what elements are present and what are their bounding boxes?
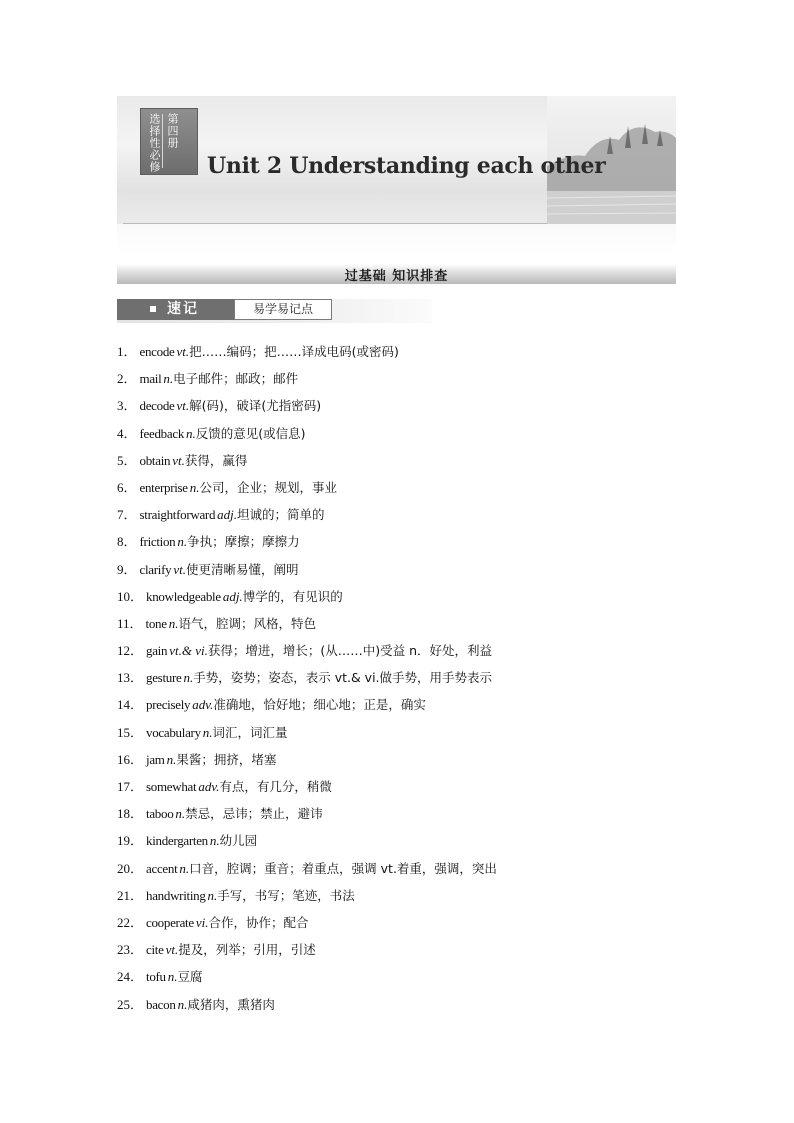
vocab-item (117, 800, 677, 827)
vocab-number: 23． (117, 942, 144, 958)
vocab-item (117, 338, 677, 365)
vocab-meaning: 提及，列举；引用，引述 (178, 942, 316, 958)
vocab-word: mail (139, 371, 162, 387)
vocab-item (117, 420, 677, 447)
vocab-item (117, 447, 677, 474)
vocab-word: straightforward (139, 507, 216, 523)
vocab-meaning: 坦诚的；简单的 (237, 507, 325, 523)
vocab-part-of-speech: n. (186, 425, 196, 441)
vocab-meaning: 争执；摩擦；摩擦力 (187, 534, 300, 550)
vocab-meaning: 解(码)，破译(尤指密码) (189, 398, 322, 414)
vocab-word: friction (139, 534, 176, 550)
vocab-number: 18． (117, 806, 144, 822)
vocab-word: handwriting (146, 887, 206, 903)
vocab-part-of-speech: vt. (176, 344, 190, 359)
vocab-meaning: 获得；增进，增长；(从……中)受益 n．好处，利益 (207, 643, 492, 659)
vocab-number: 25． (117, 996, 144, 1012)
vocab-number: 15． (117, 724, 144, 740)
vocab-part-of-speech: n. (189, 479, 200, 495)
vocab-number: 14． (117, 697, 144, 713)
vocab-number: 9． (117, 561, 137, 577)
vocab-part-of-speech: n. (168, 615, 179, 631)
vocab-item (117, 637, 677, 664)
vocab-word: somewhat (146, 779, 197, 794)
vocab-number: 8． (117, 534, 137, 550)
vocab-number: 10． (117, 588, 144, 604)
vocab-number: 1． (117, 344, 137, 359)
vocab-part-of-speech: vt. (176, 398, 190, 414)
vocab-part-of-speech: n. (167, 969, 178, 985)
vocab-part-of-speech: vt. (172, 452, 185, 468)
tag-right-text: 第四册 (166, 113, 179, 149)
vocab-word: knowledgeable (146, 588, 221, 604)
vocab-item (117, 963, 677, 990)
vocab-part-of-speech: vt.& vi. (169, 643, 208, 659)
vocab-part-of-speech: vt. (173, 561, 186, 577)
vocab-word: decode (139, 398, 175, 414)
vocab-meaning: 博学的，有见识的 (242, 588, 343, 604)
vocab-part-of-speech: n. (177, 534, 188, 550)
quick-note-bar (117, 299, 432, 323)
vocab-meaning: 准确地，恰好地；细心地；正是，确实 (213, 697, 426, 713)
vocab-part-of-speech: n. (163, 371, 174, 387)
vocab-number: 3． (117, 398, 137, 414)
vocab-part-of-speech: adj. (217, 507, 238, 523)
vocab-word: accent (146, 860, 178, 876)
vocab-number: 17． (117, 779, 144, 794)
vocab-item (117, 936, 677, 963)
vocab-word: encode (139, 344, 175, 359)
vocab-item (117, 746, 677, 773)
vocab-number: 22． (117, 914, 144, 930)
vocab-item (117, 501, 677, 528)
vocab-item (117, 991, 677, 1018)
vocab-part-of-speech: adv. (192, 697, 214, 713)
vocab-number: 4． (117, 425, 137, 441)
vocab-word: taboo (146, 806, 174, 822)
vocab-item (117, 691, 677, 718)
quick-note-subtitle: 易学易记点 (234, 299, 332, 320)
vocab-meaning: 语气，腔调；风格，特色 (178, 615, 316, 631)
vocab-meaning: 公司，企业；规划，事业 (199, 479, 338, 495)
vocab-meaning: 把……编码；把……译成电码(或密码) (189, 344, 399, 359)
vocab-word: kindergarten (146, 833, 208, 849)
vocab-word: gain (146, 643, 168, 659)
vocab-number: 5． (117, 452, 137, 468)
section-header-bar (117, 264, 676, 284)
vocab-word: vocabulary (146, 724, 201, 740)
vocab-meaning: 反馈的意见(或信息) (195, 425, 306, 441)
vocab-part-of-speech: adv. (198, 779, 220, 794)
vocab-word: cite (146, 942, 164, 958)
vocab-meaning: 词汇，词汇量 (212, 724, 288, 740)
vocab-item (117, 719, 677, 746)
vocab-item (117, 610, 677, 637)
vocab-meaning: 手写，书写；笔迹，书法 (217, 887, 355, 903)
vocab-meaning: 合作，协作；配合 (208, 914, 309, 930)
vocab-number: 21． (117, 887, 144, 903)
vocab-part-of-speech: vt. (165, 942, 179, 958)
vocab-item (117, 365, 677, 392)
vocab-item (117, 392, 677, 419)
section-title: 过基础 知识排查 (344, 269, 449, 284)
vocab-part-of-speech: n. (183, 670, 194, 686)
vocab-word: cooperate (146, 914, 194, 930)
vocabulary-list (117, 338, 677, 1018)
vocab-word: jam (146, 751, 165, 767)
vocab-item (117, 773, 677, 800)
square-bullet-icon (150, 306, 156, 312)
tag-left-text: 选择性必修 (148, 113, 161, 173)
vocab-number: 6． (117, 479, 137, 495)
vocab-part-of-speech: n. (175, 806, 186, 822)
vocab-number: 11． (117, 615, 143, 631)
vocab-part-of-speech: n. (209, 833, 220, 849)
vocab-number: 20． (117, 860, 144, 876)
quick-note-label-text: 速记 (167, 301, 199, 317)
vocab-part-of-speech: vi. (195, 914, 209, 930)
vocab-meaning: 使更清晰易懂，阐明 (185, 561, 299, 577)
banner-bottom-band (117, 224, 676, 254)
vocab-word: gesture (146, 670, 182, 686)
vocab-item (117, 528, 677, 555)
vocab-meaning: 有点，有几分，稍微 (219, 779, 332, 794)
vocab-number: 12． (117, 643, 144, 659)
vocab-word: tone (145, 615, 167, 631)
vocab-part-of-speech: adj. (222, 588, 243, 604)
vocab-meaning: 豆腐 (177, 969, 203, 985)
vocab-word: precisely (146, 697, 191, 713)
vocab-part-of-speech: n. (179, 860, 190, 876)
vocab-number: 24． (117, 969, 144, 985)
vocab-word: tofu (146, 969, 166, 985)
vocab-part-of-speech: n. (166, 751, 177, 767)
vocab-item (117, 664, 677, 691)
vocab-meaning: 幼儿园 (219, 833, 258, 849)
vocab-item (117, 855, 677, 882)
vocab-meaning: 咸猪肉，熏猪肉 (187, 996, 275, 1012)
vocab-part-of-speech: n. (202, 724, 213, 740)
vocab-item (117, 556, 677, 583)
vocab-meaning: 果酱；拥挤，堵塞 (176, 751, 277, 767)
vocab-word: feedback (139, 425, 185, 441)
vocab-meaning: 禁忌，忌讳；禁止，避讳 (185, 806, 323, 822)
tag-divider (162, 114, 163, 168)
vocab-item (117, 827, 677, 854)
vocab-word: bacon (146, 996, 176, 1012)
vocab-part-of-speech: n. (177, 996, 188, 1012)
vocab-item (117, 882, 677, 909)
vocab-meaning: 获得，赢得 (184, 452, 248, 468)
unit-banner (117, 96, 676, 254)
volume-tag (140, 108, 198, 175)
vocab-number: 19． (117, 833, 144, 849)
vocab-word: enterprise (139, 479, 188, 495)
vocab-part-of-speech: n. (207, 887, 218, 903)
vocab-meaning: 口音，腔调；重音；着重点，强调 vt.着重，强调，突出 (189, 860, 497, 876)
vocab-item (117, 474, 677, 501)
vocab-number: 13． (117, 670, 144, 686)
quick-note-label (117, 299, 234, 320)
vocab-meaning: 电子邮件；邮政；邮件 (173, 371, 299, 387)
vocab-word: obtain (139, 452, 171, 468)
vocab-number: 16． (117, 751, 144, 767)
vocab-item (117, 909, 677, 936)
unit-title: Unit 2 Understanding each other (207, 153, 606, 179)
vocab-item (117, 583, 677, 610)
vocab-number: 2． (117, 371, 137, 387)
vocab-word: clarify (139, 561, 172, 577)
vocab-meaning: 手势，姿势；姿态，表示 vt.& vi.做手势，用手势表示 (193, 670, 493, 686)
vocab-number: 7． (117, 507, 137, 523)
